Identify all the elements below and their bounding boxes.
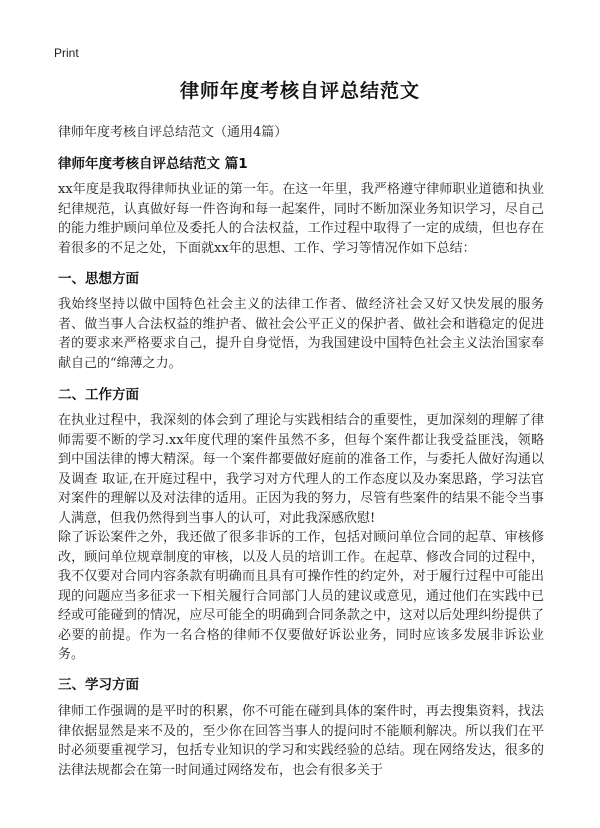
intro-paragraph: xx年度是我取得律师执业证的第一年。在这一年里，我严格遵守律师职业道德和执业纪律规范，认真做好每一件咨询和每一起案件，同时不断加深业务知识学习，尽自己的能力维护顾问单位及委托人的合法权益，工作过程中取得了一定的成绩，但也存在着很多的不足之处，下面就xx年的思想、工作、学习等情况作如下总结：: [58, 182, 544, 256]
page-title: 律师年度考核自评总结范文: [179, 80, 420, 102]
section-study-title: 三、学习方面: [58, 677, 139, 693]
section-work-paragraph-1: 在执业过程中，我深刻的体会到了理论与实践相结合的重要性，更加深刻的理解了律师需要不断的学习.xx年度代理的案件虽然不多，但每个案件都让我受益匪浅，领略到中国法律的博大精深。每一个案件都要做好庭前的准备工作，与委托人做好沟通以及调查 取证,在开庭过程中，我学习对方代理人的工作态度以及办案思路，学习法官对案件的理解以及对法律的适用。正因为我的努力，尽管有些案件的结果不能令当事人满意，但我仍然得到当事人的认可，对此我深感欣慰!: [58, 413, 544, 526]
section-work-title: 二、工作方面: [58, 387, 139, 403]
section-study-paragraph: 律师工作强调的是平时的积累，你不可能在碰到具体的案件时，再去搜集资料，找法律依据显然是来不及的，至少你在回答当事人的提问时不能顺利解决。所以我们在平时必须要重视学习，包括专业知识的学习和实践经验的总结。现在网络发达，很多的法律法规都会在第一时间通过网络发布，也会有很多关于: [58, 704, 544, 778]
print-link[interactable]: Print: [54, 46, 79, 60]
section-work-paragraph-2: 除了诉讼案件之外，我还做了很多非诉的工作，包括对顾问单位合同的起草、审核修改，顾问单位规章制度的审核，以及人员的培训工作。在起草、修改合同的过程中，我不仅要对合同内容条款有明确而且具有可操作性的约定外，对于履行过程中可能出现的问题应当多征求一下相关履行合同部门人员的建议或意见，通过他们在实践中已经或可能碰到的情况，应尽可能全的明确到合同条款之中，这对以后处理纠纷提供了必要的前提。作为一名合格的律师不仅要做好诉讼业务，同时应该多发展非诉讼业务。: [58, 530, 544, 662]
section-thought-paragraph: 我始终坚持以做中国特色社会主义的法律工作者、做经济社会又好又快发展的服务者、做当事人合法权益的维护者、做社会公平正义的保护者、做社会和谐稳定的促进者的要求来严格要求自己，提升自身觉悟，为我国建设中国特色社会主义法治国家奉献自己的“绵薄之力。: [58, 297, 544, 371]
document-subtitle: 律师年度考核自评总结范文（通用4篇）: [58, 125, 288, 140]
article-heading: 律师年度考核自评总结范文 篇1: [58, 156, 248, 172]
section-thought-title: 一、思想方面: [58, 271, 139, 287]
